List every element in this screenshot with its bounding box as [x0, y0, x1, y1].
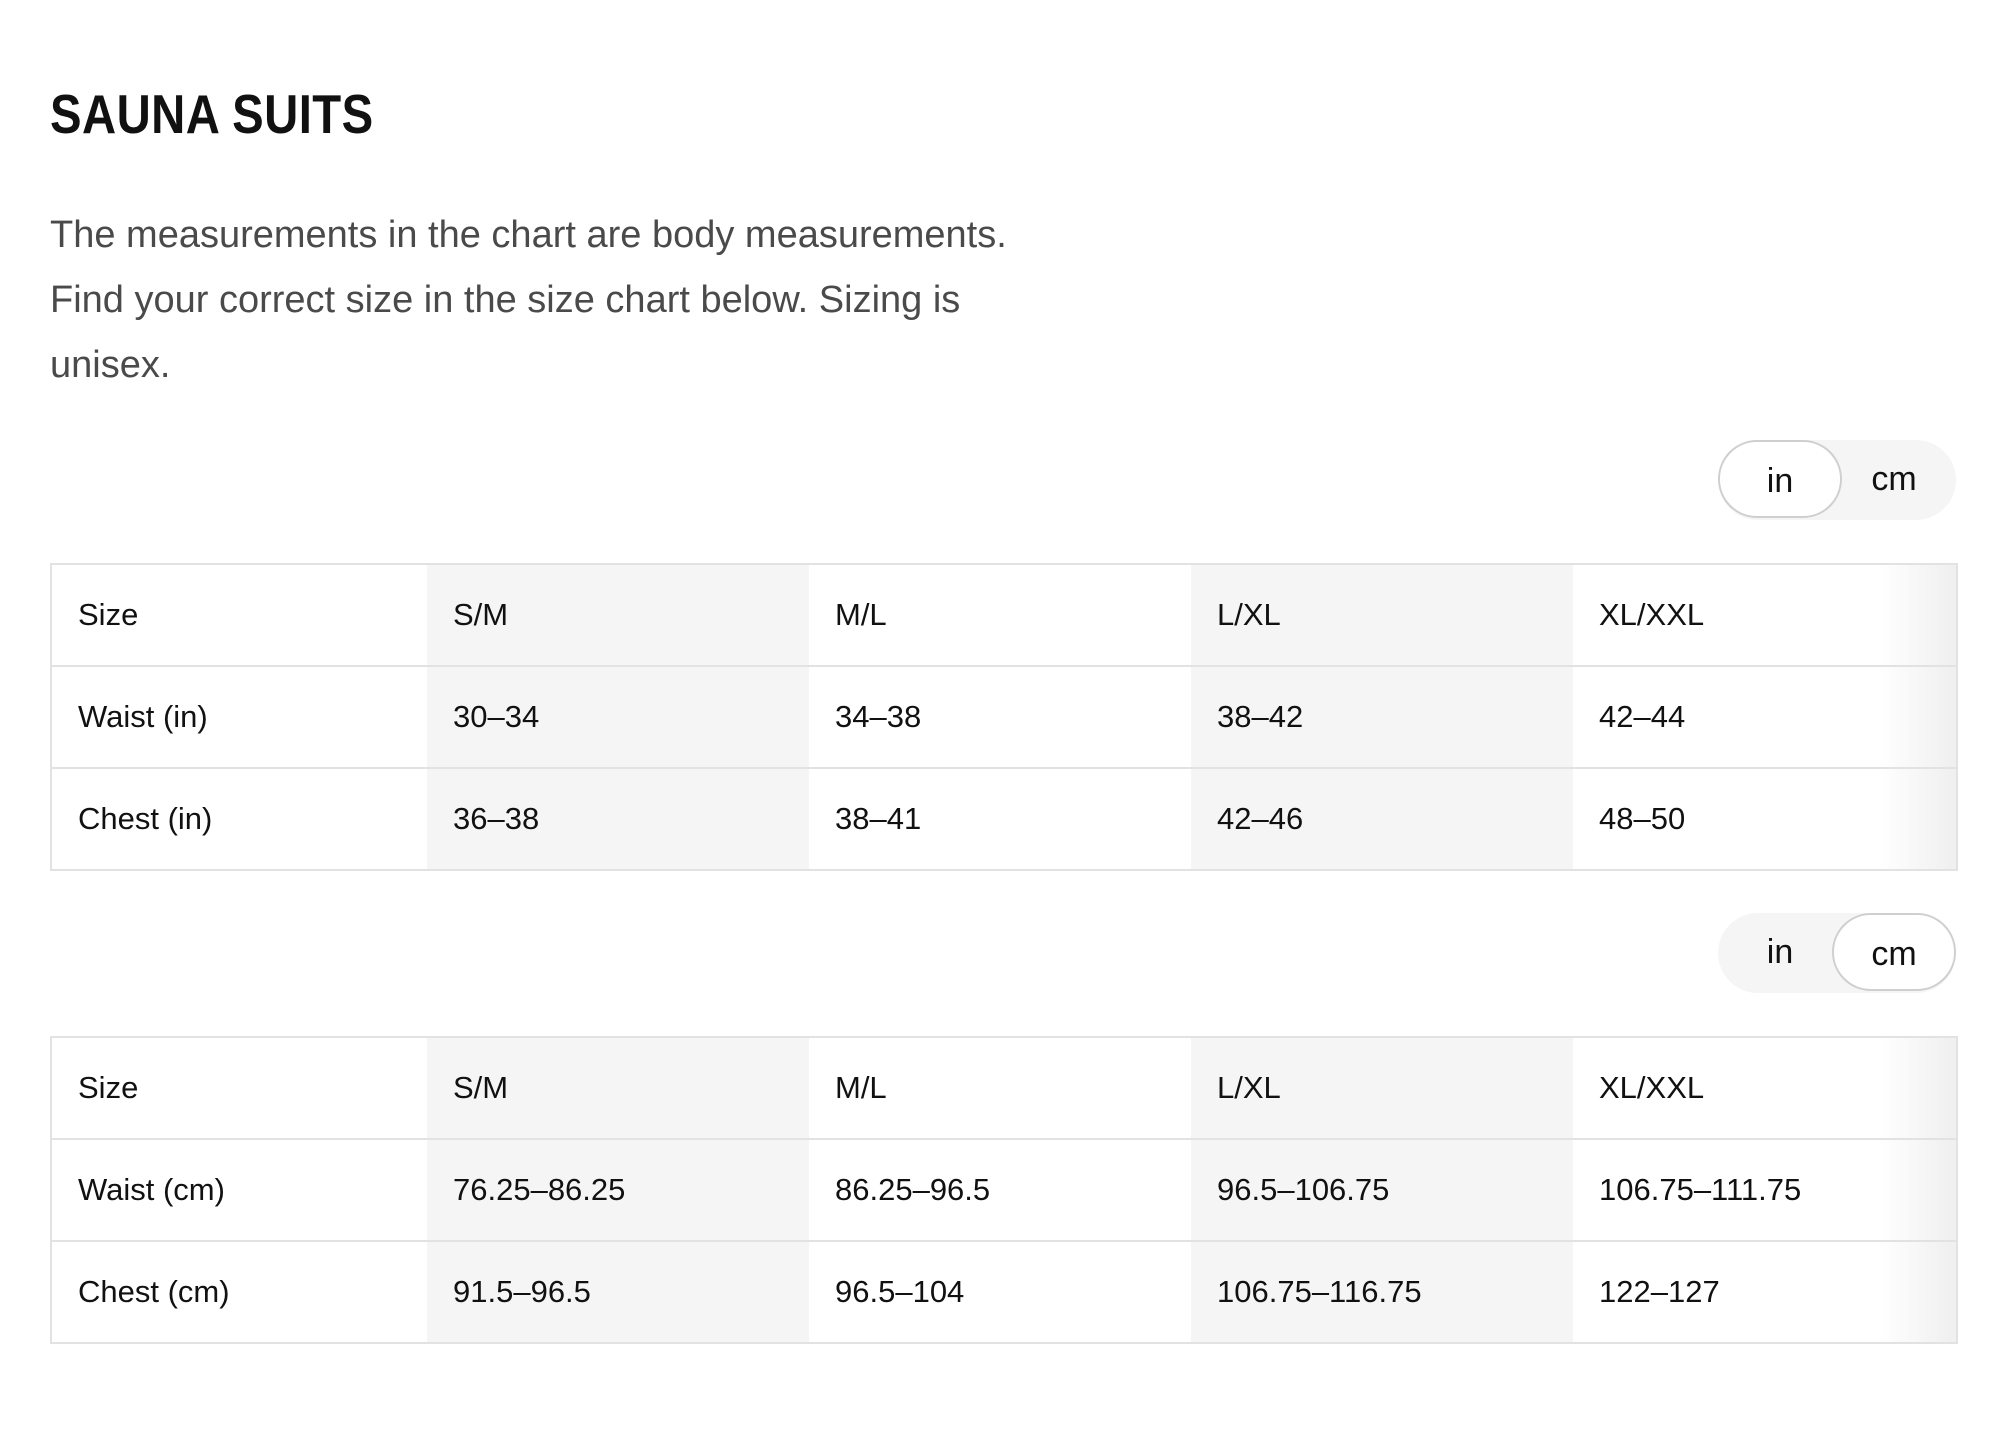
size-chart-table-inches: [50, 563, 1958, 871]
table-row-waist: [51, 666, 1957, 768]
unit-option-cm[interactable]: cm: [1871, 460, 1917, 498]
table-cell: XL/XXL: [1573, 1037, 1957, 1139]
table-cell: 30–34: [427, 666, 809, 768]
table-cell: L/XL: [1191, 1037, 1573, 1139]
table-cell: 38–42: [1191, 666, 1573, 768]
table-cell: 122–127: [1573, 1241, 1957, 1343]
table-row-chest: [51, 768, 1957, 870]
row-header-size: Size: [51, 564, 427, 666]
size-chart-table-cm: [50, 1036, 1958, 1344]
table-cell: M/L: [809, 1037, 1191, 1139]
row-header-size: Size: [51, 1037, 427, 1139]
row-header-chest: Chest (in): [78, 801, 213, 836]
table-cell: 36–38: [427, 768, 809, 870]
table-cell: 91.5–96.5: [427, 1241, 809, 1343]
unit-option-in[interactable]: in: [1718, 440, 1842, 518]
unit-toggle-cm-table: [1718, 913, 1956, 993]
table-cell: 86.25–96.5: [809, 1139, 1191, 1241]
table-cell: 96.5–104: [835, 1274, 965, 1309]
table-cell: L/XL: [1191, 564, 1573, 666]
table-row-waist: [51, 1139, 1957, 1241]
table-cell: S/M: [427, 564, 809, 666]
table-cell: 76.25–86.25: [427, 1139, 809, 1241]
row-header-waist: Waist (in): [51, 666, 427, 768]
table-cell: S/M: [427, 1037, 809, 1139]
row-header-waist: Waist (cm): [51, 1139, 427, 1241]
table-cell: M/L: [809, 564, 1191, 666]
row-header-chest: Chest (cm): [78, 1274, 230, 1309]
table-row-chest: [51, 1241, 1957, 1343]
table-row-size: [51, 564, 1957, 666]
unit-option-in[interactable]: in: [1766, 933, 1794, 971]
table-row-size: [51, 1037, 1957, 1139]
unit-option-cm[interactable]: cm: [1832, 913, 1956, 991]
table-cell: 106.75–116.75: [1191, 1241, 1573, 1343]
table-cell: 106.75–111.75: [1573, 1139, 1957, 1241]
table-cell: 48–50: [1573, 768, 1957, 870]
table-cell: 38–41: [835, 801, 922, 836]
table-cell: XL/XXL: [1573, 564, 1957, 666]
table-cell: 42–44: [1573, 666, 1957, 768]
unit-toggle-inches-table: [1718, 440, 1956, 520]
table-cell: 42–46: [1191, 768, 1573, 870]
page-title: SAUNA SUITS: [50, 83, 374, 145]
table-cell: 96.5–106.75: [1191, 1139, 1573, 1241]
table-cell: 34–38: [809, 666, 1191, 768]
intro-text: The measurements in the chart are body measurements. Find your correct size in the size chart below. Sizing is unisex.: [50, 214, 1007, 386]
